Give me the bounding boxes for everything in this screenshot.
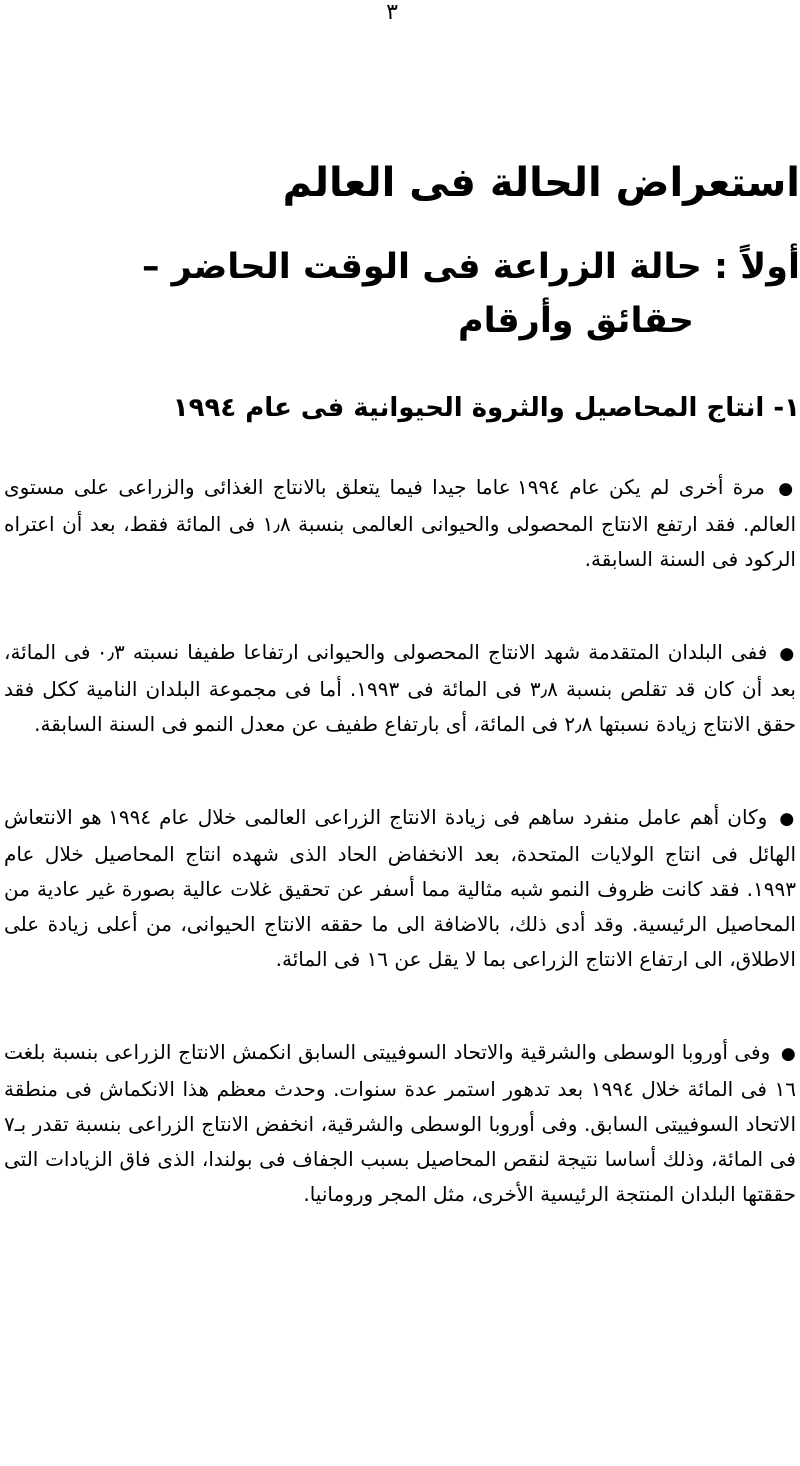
paragraph-text: وكان أهم عامل منفرد ساهم فى زيادة الانتاج الزراعى العالمى خلال عام ١٩٩٤ هو الانتعاش الهائل فى انتاج الولايات المتحدة، بعد الانخفاض الحاد الذى شهده انتاج المحاصيل خلال عام ١٩٩٣. فقد كانت ظروف النمو شبه مثالية مما أسفر عن تحقيق غلات عالية بصورة غير عادية من المحاصيل الرئيسية. وقد أدى ذلك، بالاضافة الى ما حققه الانتاج الحيوانى، من أعلى زيادة على الاطلاق، الى ارتفاع الانتاج الزراعى بما لا يقل عن ١٦ فى المائة. [4,805,796,971]
section-title-line2: حقائق وأرقام [457,301,694,341]
bullet-icon: ● [780,1044,796,1064]
subsection-title: ١- انتاج المحاصيل والثروة الحيوانية فى عام ١٩٩٤ [172,393,800,423]
paragraph-3 [4,800,796,977]
section-title [142,240,800,348]
section-title-line1: أولاً : حالة الزراعة فى الوقت الحاضر – [141,247,800,287]
body-text [4,470,796,1270]
paragraph-4 [4,1035,796,1212]
paragraph-1 [4,470,796,577]
bullet-icon: ● [779,644,796,664]
main-title: استعراض الحالة فى العالم [282,160,800,206]
page-number: ٣ [386,0,398,25]
paragraph-2 [4,635,796,742]
bullet-icon: ● [778,479,797,499]
paragraph-text: مرة أخرى لم يكن عام ١٩٩٤ عاما جيدا فيما يتعلق بالانتاج الغذائى والزراعى على مستوى العالم. فقد ارتفع الانتاج المحصولى والحيوانى العالمى بنسبة ١٫٨ فى المائة فقط، بعد أن اعتراه الركود فى السنة السابقة. [4,475,796,571]
paragraph-text: وفى أوروبا الوسطى والشرقية والاتحاد السوفييتى السابق انكمش الانتاج الزراعى بنسبة بلغت ١٦ فى المائة خلال ١٩٩٤ بعد تدهور استمر عدة سنوات. وحدث معظم هذا الانكماش فى منطقة الاتحاد السوفييتى السابق. وفى أوروبا الوسطى والشرقية، انخفض الانتاج الزراعى بنسبة تقدر بـ٧ فى المائة، وذلك أساسا نتيجة لنقص المحاصيل بسبب الجفاف فى بولندا، الذى فاق الزيادات التى حققتها البلدان المنتجة الرئيسية الأخرى، مثل المجر ورومانيا. [4,1040,796,1206]
paragraph-text: ففى البلدان المتقدمة شهد الانتاج المحصولى والحيوانى ارتفاعا طفيفا نسبته ٠٫٣ فى المائة، بعد أن كان قد تقلص بنسبة ٣٫٨ فى المائة فى ١٩٩٣. أما فى مجموعة البلدان النامية ككل فقد حقق الانتاج زيادة نسبتها ٢٫٨ فى المائة، أى بارتفاع طفيف عن معدل النمو فى السنة السابقة. [4,640,796,736]
bullet-icon: ● [779,809,797,829]
